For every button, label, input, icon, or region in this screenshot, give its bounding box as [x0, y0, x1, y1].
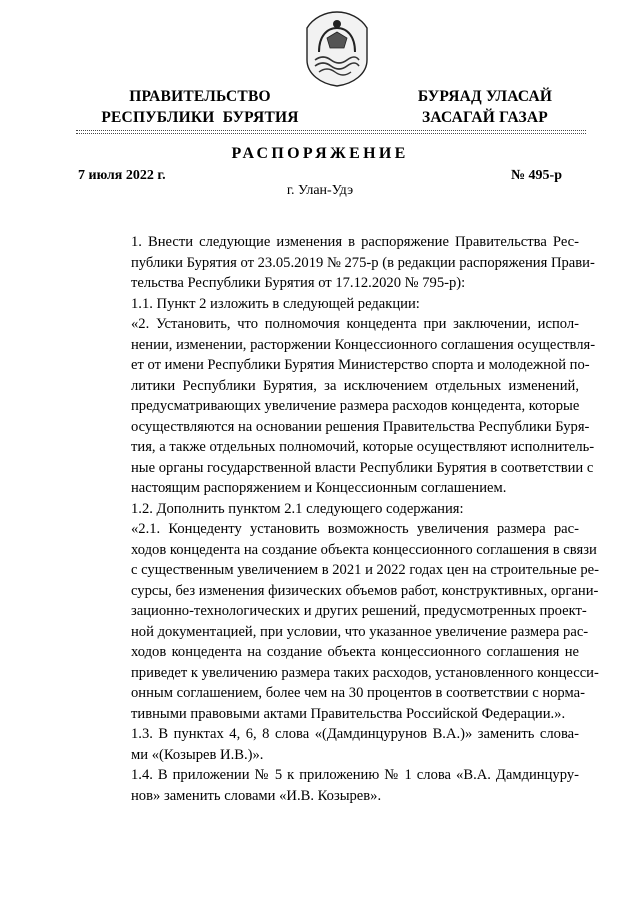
paragraph-line: нов» заменить словами «И.В. Козырев».	[131, 787, 382, 804]
paragraph-line: «2.1. Концеденту установить возможность увеличения размера рас-	[131, 521, 579, 537]
paragraph-line: 1.1. Пункт 2 изложить в следующей редакции:	[131, 295, 420, 312]
document-body	[84, 232, 600, 806]
paragraph-line: приведет к увеличению размера таких расходов, установленного концесси-	[131, 664, 599, 681]
paragraph-line: «2. Установить, что полномочия концедента при заключении, испол-	[131, 316, 579, 332]
paragraph-line: с существенным увеличением в 2021 и 2022 годах цен на строительные ре-	[131, 562, 600, 578]
paragraph-line: предусматривающих увеличение размера расходов концедента, которые	[131, 398, 580, 414]
paragraph-line: ной документацией, при условии, что указанное увеличение размера рас-	[131, 623, 589, 640]
paragraph-line: литики Республики Бурятия, за исключением отдельных изменений,	[131, 377, 579, 394]
paragraph-line: 1.4. В приложении № 5 к приложению № 1 слова «В.А. Дамдинцуру-	[131, 767, 579, 783]
paragraph-line: 1.3. В пунктах 4, 6, 8 слова «(Дамдинцурунов В.А.)» заменить слова-	[131, 726, 579, 742]
document-city: г. Улан-Удэ	[286, 183, 354, 198]
paragraph-line: 1. Внести следующие изменения в распоряжение Правительства Рес-	[131, 234, 579, 250]
paragraph-line: тивными правовыми актами Правительства Российской Федерации.».	[131, 705, 566, 722]
paragraph-line: онным соглашением, более чем на 30 процентов в соответствии с норма-	[131, 685, 585, 701]
document-number: № 495-р	[510, 168, 562, 183]
document-date: 7 июля 2022 г.	[78, 168, 166, 183]
government-name-buryat	[370, 86, 600, 128]
body-paragraph	[84, 294, 579, 315]
body-paragraph	[84, 724, 579, 765]
government-name-russian	[70, 86, 330, 128]
paragraph-line: зационно-технологических и других решений, предусмотренных проект-	[131, 603, 587, 619]
document-title: РАСПОРЯЖЕНИЕ	[231, 145, 409, 162]
header-left-line: ПРАВИТЕЛЬСТВО	[129, 88, 271, 105]
paragraph-line: тия, а также отдельных полномочий, которые осуществляют исполнитель-	[131, 439, 595, 455]
body-paragraph	[84, 765, 579, 806]
header-right-line: БУРЯАД УЛАСАЙ	[417, 88, 553, 105]
coat-of-arms-icon	[297, 8, 377, 88]
body-paragraph	[84, 499, 579, 520]
header-divider	[76, 130, 586, 131]
paragraph-line: сурсы, без изменения физических объемов работ, конструктивных, органи-	[131, 582, 599, 599]
body-paragraph	[84, 232, 595, 294]
paragraph-line: осуществляются на основании решения Правительства Республики Буря-	[131, 418, 590, 435]
body-paragraph	[84, 314, 596, 499]
paragraph-line: ми «(Козырев И.В.)».	[131, 746, 264, 763]
paragraph-line: тельства Республики Бурятия от 17.12.2020 № 795-р):	[131, 275, 466, 291]
header-right-line: ЗАСАГАЙ ГАЗАР	[422, 109, 548, 126]
paragraph-line: публики Бурятия от 23.05.2019 № 275-р (в редакции распоряжения Прави-	[131, 254, 595, 271]
header-left-line: РЕСПУБЛИКИ БУРЯТИЯ	[101, 109, 299, 126]
paragraph-line: ет от имени Республики Бурятия Министерство спорта и молодежной по-	[131, 357, 590, 373]
paragraph-line: ные органы государственной власти Республики Бурятия в соответствии с	[131, 459, 594, 476]
header-divider	[76, 133, 586, 134]
paragraph-line: 1.2. Дополнить пунктом 2.1 следующего содержания:	[131, 500, 464, 517]
body-paragraph	[84, 519, 600, 724]
paragraph-line: ходов концедента на создание объекта концессионного соглашения не	[131, 644, 579, 660]
paragraph-line: нении, изменении, расторжении Концессионного соглашения осуществля-	[131, 336, 596, 353]
paragraph-line: ходов концедента на создание объекта концессионного соглашения в связи	[131, 541, 597, 558]
paragraph-line: настоящим распоряжением и Концессионным соглашением.	[131, 480, 507, 496]
